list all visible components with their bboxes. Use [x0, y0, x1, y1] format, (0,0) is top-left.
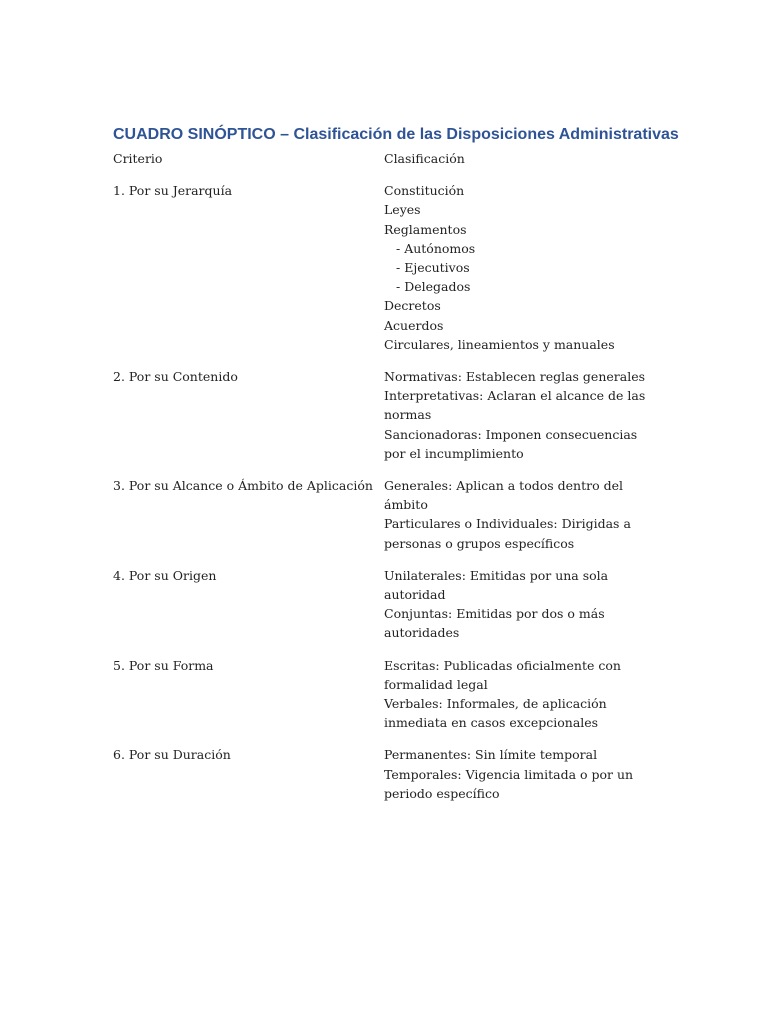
classification-item: Interpretativas: Aclaran el alcance de las normas [384, 388, 646, 423]
clasificacion-cell [384, 745, 646, 803]
classification-item: Temporales: Vigencia limitada o por un periodo específico [384, 766, 634, 801]
table-row [113, 476, 653, 553]
clasificacion-header: Clasificación [384, 151, 465, 166]
classification-subitem: - Delegados [396, 279, 471, 295]
criterio-cell: 3. Por su Alcance o Ámbito de Aplicación [113, 478, 373, 494]
classification-item: Permanentes: Sin límite temporal [384, 747, 598, 763]
criterio-cell: 2. Por su Contenido [113, 369, 238, 385]
classification-item: Particulares o Individuales: Dirigidas a personas o grupos específicos [384, 516, 631, 551]
clasificacion-cell [384, 476, 646, 553]
classification-item: Acuerdos [384, 317, 444, 333]
clasificacion-cell [384, 656, 646, 733]
classification-item: Normativas: Establecen reglas generales [384, 369, 646, 385]
criterio-header: Criterio [113, 151, 163, 166]
table-row [113, 745, 653, 803]
criterio-cell: 6. Por su Duración [113, 747, 231, 763]
criterio-cell: 4. Por su Origen [113, 567, 217, 583]
classification-item: Generales: Aplican a todos dentro del ámbito [384, 478, 623, 513]
classification-item: Sancionadoras: Imponen consecuencias por el incumplimiento [384, 426, 638, 461]
criterio-cell: 1. Por su Jerarquía [113, 183, 233, 199]
clasificacion-cell [384, 181, 646, 354]
table-row [113, 181, 653, 354]
classification-item: Circulares, lineamientos y manuales [384, 336, 615, 352]
classification-subitem: - Ejecutivos [396, 260, 470, 276]
classification-item: Unilaterales: Emitidas por una sola autoridad [384, 567, 609, 603]
document-title: CUADRO SINÓPTICO – Clasificación de las Disposiciones Administrativas [113, 126, 679, 143]
classification-subitem: - Autónomos [396, 240, 476, 256]
table-row [113, 367, 653, 463]
classification-item: Leyes [384, 202, 421, 218]
classification-item: Verbales: Informales, de aplicación inmediata en casos excepcionales [384, 696, 607, 731]
table-row [113, 566, 653, 643]
table-row [113, 656, 653, 733]
clasificacion-cell [384, 566, 646, 643]
document-page [113, 124, 679, 803]
classification-item: Reglamentos [384, 221, 467, 237]
classification-item: Conjuntas: Emitidas por dos o más autoridades [384, 606, 605, 641]
classification-item: Constitución [384, 183, 465, 199]
classification-item: Escritas: Publicadas oficialmente con formalidad legal [384, 657, 621, 692]
clasificacion-cell [384, 367, 646, 463]
table-header-row [113, 149, 653, 168]
criterio-cell: 5. Por su Forma [113, 657, 214, 673]
classification-item: Decretos [384, 298, 441, 314]
